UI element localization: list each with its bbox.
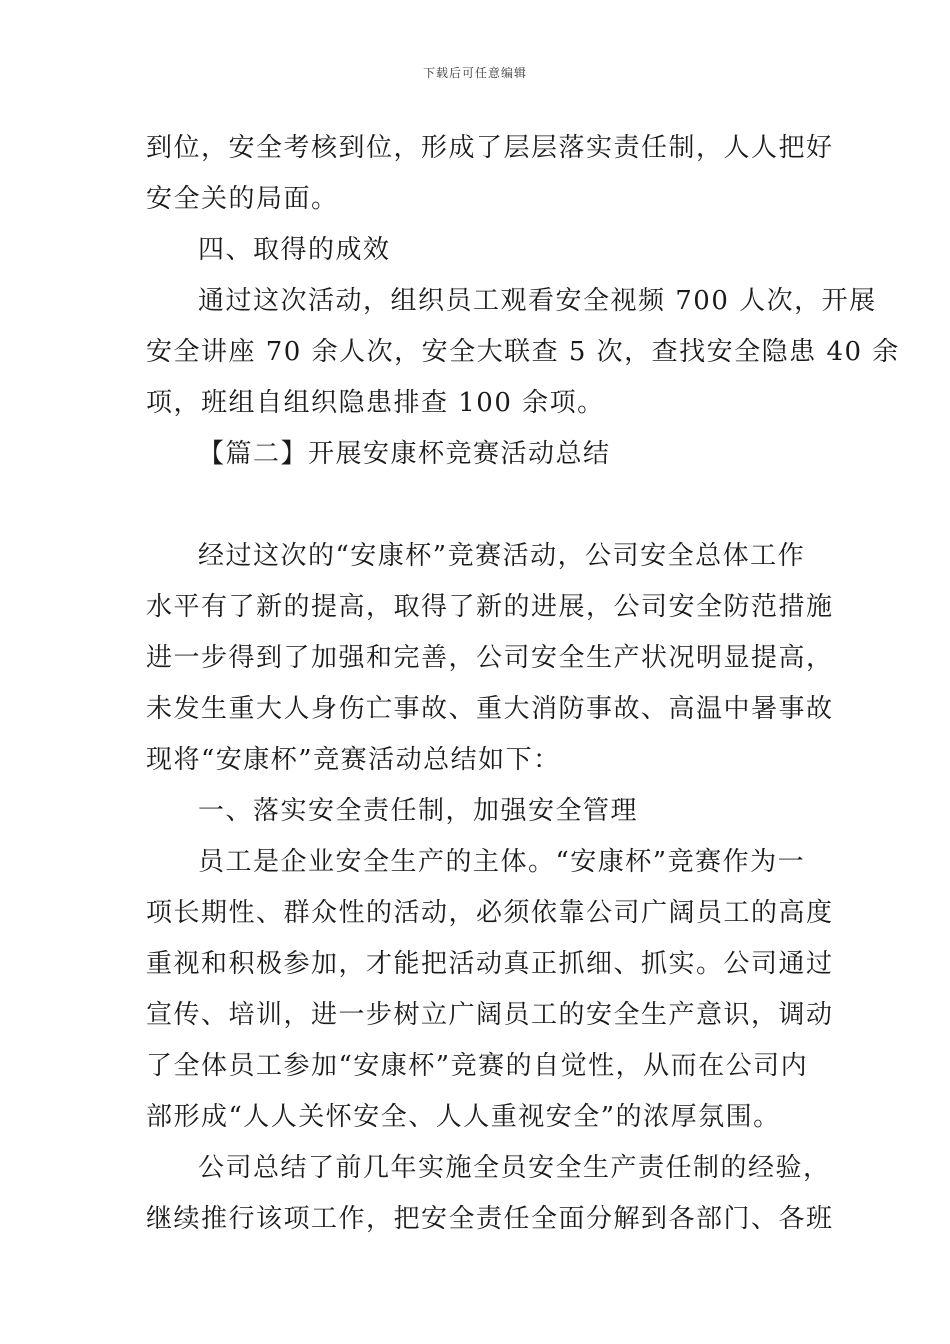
text-line: 现将“安康杯”竞赛活动总结如下：: [146, 745, 561, 775]
text-line: 项长期性、群众性的活动，必须依靠公司广阔员工的高度: [146, 898, 834, 928]
text-line: 通过这次活动，组织员工观看安全视频 700 人次，开展: [198, 286, 877, 316]
text-line: 公司总结了前几年实施全员安全生产责任制的经验，: [198, 1153, 831, 1183]
blank-line: [146, 480, 812, 531]
text-line: 员工是企业安全生产的主体。“安康杯”竞赛作为一: [198, 847, 806, 877]
paragraph-responsibility-continued: [146, 123, 834, 225]
text-line: 部形成“人人关怀安全、人人重视安全”的浓厚氛围。: [146, 1102, 781, 1132]
text-line: 继续推行该项工作，把安全责任全面分解到各部门、各班: [146, 1204, 834, 1234]
text-line: 经过这次的“安康杯”竞赛活动，公司安全总体工作: [198, 541, 806, 571]
text-line: 安全讲座 70 余人次，安全大联查 5 次，查找安全隐患 40 余: [146, 337, 900, 367]
paragraph-results: [146, 276, 900, 429]
section-heading-results: 四、取得的成效: [198, 235, 391, 265]
paragraph-summary: [146, 1143, 834, 1245]
text-line: 重视和积极参加，才能把活动真正抓细、抓实。公司通过: [146, 949, 834, 979]
text-line: 了全体员工参加“安康杯”竞赛的自觉性，从而在公司内: [146, 1051, 809, 1081]
text-line: 到位，安全考核到位，形成了层层落实责任制，人人把好: [146, 133, 834, 163]
section-heading-responsibility: 一、落实安全责任制，加强安全管理: [198, 796, 639, 826]
document-body: [146, 123, 900, 1245]
paragraph-employees: [146, 837, 834, 1143]
article-title: 【篇二】开展安康杯竞赛活动总结: [198, 439, 611, 469]
text-line: 安全关的局面。: [146, 184, 339, 214]
text-line: 未发生重大人身伤亡事故、重大消防事故、高温中暑事故: [146, 694, 834, 724]
paragraph-intro: [146, 531, 834, 786]
text-line: 宣传、培训，进一步树立广阔员工的安全生产意识，调动: [146, 1000, 834, 1030]
text-line: 水平有了新的提高，取得了新的进展，公司安全防范措施: [146, 592, 834, 622]
text-line: 项，班组自组织隐患排查 100 余项。: [146, 388, 605, 418]
text-line: 进一步得到了加强和完善，公司安全生产状况明显提高，: [146, 643, 834, 673]
page-header: 下载后可任意编辑: [422, 66, 527, 80]
